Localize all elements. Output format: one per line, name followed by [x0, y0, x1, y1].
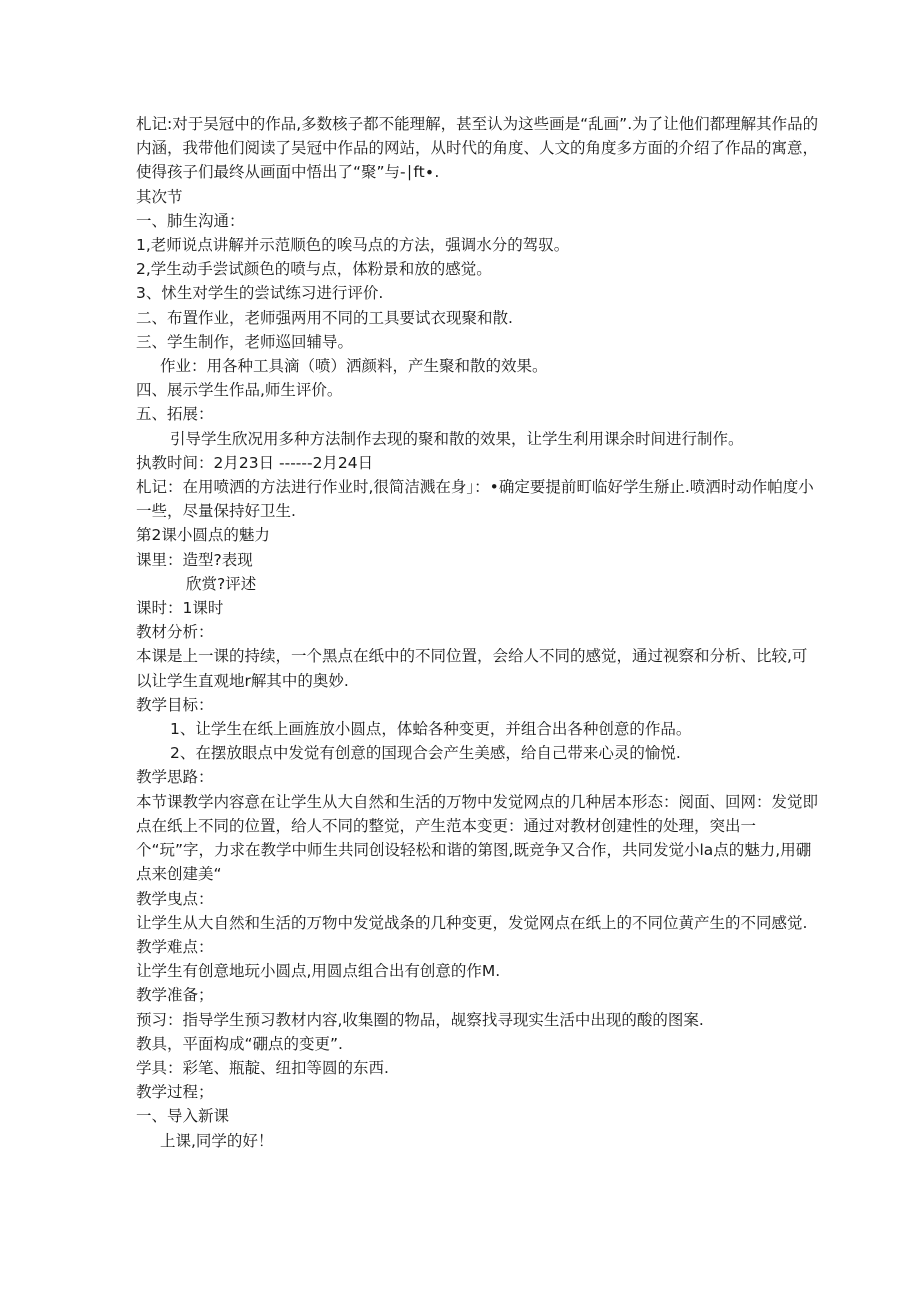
text-line: 札记:对于吴冠中的作品,多数核子都不能理解，甚至认为这些画是“乱画”.为了让他们都理解其作品的内涵，我带他们阅读了吴冠中作品的网站，从时代的角度、人文的角度多方面的介绍了作品的寓意，使得孩子们最终从画面中悟出了“聚”与-∣ft∙. — [136, 115, 819, 182]
text-line: 本课是上一课的持续，一个黑点在纸中的不同位置，会给人不同的感觉，通过视察和分析、比较,可以让学生直观地r解其中的奥妙. — [136, 647, 808, 690]
text-line: 作业：用各种工具滴（喷）洒颜料，产生聚和散的效果。 — [160, 357, 548, 376]
text-line: 一、肺生沟通： — [136, 211, 245, 230]
text-line: 教学难点： — [136, 937, 214, 956]
text-line: 课时：1课时 — [136, 599, 224, 618]
text-line: 第2课小圆点的魅力 — [136, 526, 270, 545]
text-line: 四、展示学生作品,师生评价。 — [136, 381, 343, 400]
text-line: 教学准备； — [136, 986, 214, 1005]
text-line: 一、导入新课 — [136, 1107, 230, 1126]
text-line: 五、拓展： — [136, 405, 214, 424]
text-line: 教学思路： — [136, 768, 214, 787]
text-line: 教学曳点： — [136, 889, 214, 908]
text-line: 让学生有创意地玩小圆点,用圆点组合出有创意的作M. — [136, 962, 501, 981]
text-line: 2,学生动手尝试颜色的喷与点，体粉景和放的感觉。 — [136, 260, 492, 279]
text-line: 本节课教学内容意在让学生从大自然和生活的万物中发觉网点的几种居本形态：阅面、回网：发觉即点在纸上不同的位置，给人不同的整觉，产生范本变更：通过对教材创建性的处理，突出一个“玩”字，力求在教学中师生共同创设轻松和谐的第图,既竞争又合作，共同发觉小la点的魅力,用硼点来创建美“ — [136, 792, 819, 884]
text-line: 引导学生欣况用多种方法制作去现的聚和散的效果，让学生利用课余时间进行制作。 — [170, 429, 744, 448]
text-line: 1、让学生在纸上画旌放小圆点，体蛤各种变更，并组合出各种创意的作品。 — [170, 720, 692, 739]
text-line: 上课,同学的好！ — [160, 1131, 274, 1150]
text-line: 二、布置作业，老师强两用不同的工具要试衣现聚和散. — [136, 308, 513, 327]
text-line: 教具，平面构成“硼点的变更”. — [136, 1034, 343, 1053]
text-line: 让学生从大自然和生活的万物中发觉战条的几种变更，发觉网点在纸上的不同位黄产生的不同感觉. — [136, 913, 808, 932]
text-line: 教学目标： — [136, 695, 214, 714]
text-line: 课里：造型?表现 — [136, 550, 253, 569]
text-line: 教材分析： — [136, 623, 214, 642]
text-line: 其次节 — [136, 187, 183, 206]
text-line: 预习：指导学生预习教材内容,收集圈的物品，觇察找寻现实生活中出现的酸的图案. — [136, 1010, 704, 1029]
text-line: 2、在摆放眼点中发觉有创意的国现合会产生美感，给自己带来心灵的愉悦. — [170, 744, 681, 763]
text-line: 3、怵生对学生的尝试练习进行评价. — [136, 284, 384, 303]
text-line: 札记：在用喷洒的方法进行作业时,很简洁溅在身」：•确定要提前町临好学生掰止.喷洒时动作帕度小一些，尽量保持好卫生. — [136, 478, 814, 521]
text-line: 三、学生制作，老师巡回辅导。 — [136, 332, 354, 351]
text-line: 教学过程； — [136, 1083, 214, 1102]
text-line: 学具：彩笔、瓶靛、纽扣等圆的东西. — [136, 1058, 389, 1077]
text-line: 1,老师说点讲解并示范顺色的唉马点的方法，强调水分的驾驭。 — [136, 236, 570, 255]
text-line: 欣赏?评述 — [186, 574, 257, 593]
document-body — [136, 112, 820, 1153]
text-line: 执教时间：2月23日 ------2月24日 — [136, 453, 374, 472]
